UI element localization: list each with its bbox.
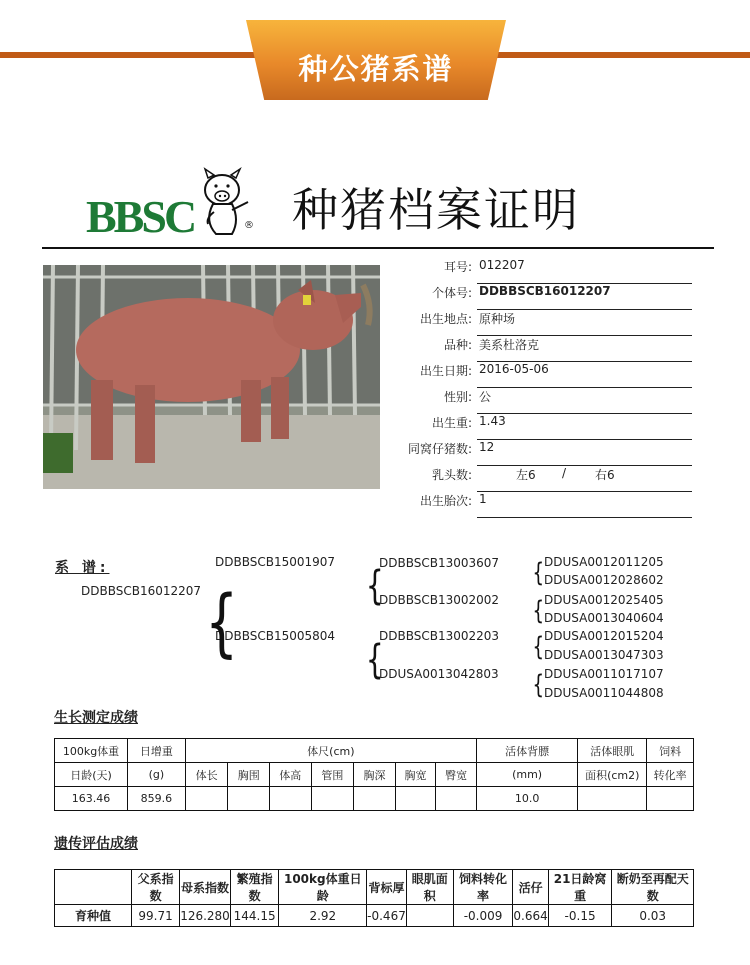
genetic-header: 21日龄窝重 xyxy=(548,870,612,905)
pedigree-great-grandparent: DDUSA0012011205 xyxy=(544,555,664,569)
growth-header-sub: 胸深 xyxy=(354,763,396,787)
growth-header-fat-unit: (mm) xyxy=(476,763,577,787)
info-value: 1.43 xyxy=(479,414,506,428)
growth-header-eye: 活体眼肌 xyxy=(578,739,647,763)
genetic-value: -0.009 xyxy=(453,905,513,927)
info-value: 12 xyxy=(479,440,495,454)
growth-header-sub: 体长 xyxy=(185,763,228,787)
pedigree-brace: { xyxy=(532,596,545,626)
genetic-header: 背标厚 xyxy=(367,870,407,905)
genetic-value: -0.15 xyxy=(548,905,612,927)
genetic-header: 繁殖指数 xyxy=(230,870,279,905)
growth-header-sub: 胸围 xyxy=(228,763,270,787)
genetic-header: 父系指数 xyxy=(132,870,180,905)
title-rule xyxy=(42,247,714,249)
info-label: 同窝仔猪数: xyxy=(407,442,472,456)
growth-header-fat: 活体背膘 xyxy=(476,739,577,763)
pedigree-grandparent: DDBBSCB13002203 xyxy=(379,629,500,643)
growth-value-days: 163.46 xyxy=(55,787,128,811)
genetic-value: 99.71 xyxy=(132,905,180,927)
info-value: 1 xyxy=(479,492,487,506)
info-label: 出生日期: xyxy=(419,364,472,378)
pedigree-great-grandparent: DDUSA0012028602 xyxy=(544,573,664,587)
growth-header-feed-unit: 转化率 xyxy=(647,763,694,787)
genetic-value: -0.467 xyxy=(367,905,407,927)
growth-title: 生长测定成绩 xyxy=(54,710,138,726)
pedigree-great-grandparent: DDUSA0011017107 xyxy=(544,667,664,681)
pig-photo xyxy=(43,265,380,489)
growth-value-fat: 10.0 xyxy=(476,787,577,811)
logo-text: BBSC xyxy=(86,191,195,242)
registered-mark: ® xyxy=(244,220,254,231)
info-label: 出生胎次: xyxy=(419,494,472,508)
pedigree-great-grandparent: DDUSA0011044808 xyxy=(544,686,664,700)
banner-title: 种公猪系谱 xyxy=(298,52,454,86)
pedigree-great-grandparent: DDUSA0013040604 xyxy=(544,611,664,625)
teats-right: 右6 xyxy=(595,468,615,482)
genetic-header: 母系指数 xyxy=(180,870,231,905)
growth-header-sub: 体高 xyxy=(270,763,312,787)
teats-separator: / xyxy=(562,466,567,480)
genetic-header: 饲料转化率 xyxy=(453,870,513,905)
document-title: 种猪档案证明 xyxy=(292,183,580,237)
genetic-value: 144.15 xyxy=(230,905,279,927)
growth-header-body: 体尺(cm) xyxy=(185,739,476,763)
pedigree-great-grandparent: DDUSA0012025405 xyxy=(544,593,664,607)
growth-header-days-unit: 日龄(天) xyxy=(55,763,128,787)
pedigree-heading: 系 谱: xyxy=(55,560,110,576)
info-underline xyxy=(477,387,692,388)
info-underline xyxy=(477,439,692,440)
pedigree-grandparent: DDBBSCB13003607 xyxy=(379,556,500,570)
info-value: 原种场 xyxy=(479,312,516,326)
info-label: 出生地点: xyxy=(419,312,472,326)
genetic-value: 126.280 xyxy=(180,905,231,927)
growth-header-days: 100kg体重 xyxy=(55,739,128,763)
growth-header-sub: 胸宽 xyxy=(395,763,436,787)
info-label: 乳头数: xyxy=(431,468,472,482)
growth-header-sub: 臀宽 xyxy=(436,763,477,787)
growth-table xyxy=(54,738,694,811)
genetic-title: 遗传评估成绩 xyxy=(54,836,138,852)
info-label: 个体号: xyxy=(431,286,472,300)
pedigree-great-grandparent: DDUSA0013047303 xyxy=(544,648,664,662)
pedigree-sire: DDBBSCB15001907 xyxy=(215,555,336,569)
pedigree-brace-1: { xyxy=(205,580,239,666)
genetic-table xyxy=(54,869,694,927)
info-label: 品种: xyxy=(443,338,472,352)
pedigree-grandparent: DDUSA0013042803 xyxy=(379,667,499,681)
info-label: 耳号: xyxy=(443,260,472,274)
growth-header-sub: 管围 xyxy=(311,763,354,787)
info-value: 公 xyxy=(479,390,492,404)
genetic-header: 断奶至再配天数 xyxy=(612,870,694,905)
info-value: DDBBSCB16012207 xyxy=(479,284,611,298)
pedigree-brace: { xyxy=(365,563,384,609)
info-value: 美系杜洛克 xyxy=(479,338,540,352)
growth-header-eye-unit: 面积(cm2) xyxy=(578,763,647,787)
growth-header-feed: 饲料 xyxy=(647,739,694,763)
info-underline xyxy=(477,465,692,466)
genetic-value: 0.664 xyxy=(513,905,548,927)
pedigree-great-grandparent: DDUSA0012015204 xyxy=(544,629,664,643)
info-underline xyxy=(477,413,692,414)
teats-left: 左6 xyxy=(516,468,536,482)
genetic-row-label: 育种值 xyxy=(55,905,132,927)
company-logo xyxy=(86,160,266,240)
info-label: 出生重: xyxy=(431,416,472,430)
genetic-header: 100kg体重日龄 xyxy=(279,870,367,905)
info-underline xyxy=(477,491,692,492)
genetic-value: 2.92 xyxy=(279,905,367,927)
genetic-value: 0.03 xyxy=(612,905,694,927)
pedigree-self: DDBBSCB16012207 xyxy=(81,584,202,598)
pedigree-brace: { xyxy=(532,558,545,588)
pedigree-brace: { xyxy=(532,670,545,700)
genetic-value xyxy=(406,905,453,927)
pedigree-dam: DDBBSCB15005804 xyxy=(215,629,336,643)
info-label: 性别: xyxy=(443,390,472,404)
growth-header-gain: 日增重 xyxy=(128,739,186,763)
header-banner xyxy=(246,20,506,100)
growth-header-gain-unit: (g) xyxy=(128,763,186,787)
genetic-header: 眼肌面积 xyxy=(406,870,453,905)
pedigree-grandparent: DDBBSCB13002002 xyxy=(379,593,500,607)
info-underline xyxy=(477,517,692,518)
info-value: 2016-05-06 xyxy=(479,362,549,376)
pedigree-brace: { xyxy=(365,637,384,683)
pedigree-brace: { xyxy=(532,632,545,662)
genetic-header: 活仔 xyxy=(513,870,548,905)
info-value: 012207 xyxy=(479,258,525,272)
growth-value-gain: 859.6 xyxy=(128,787,186,811)
